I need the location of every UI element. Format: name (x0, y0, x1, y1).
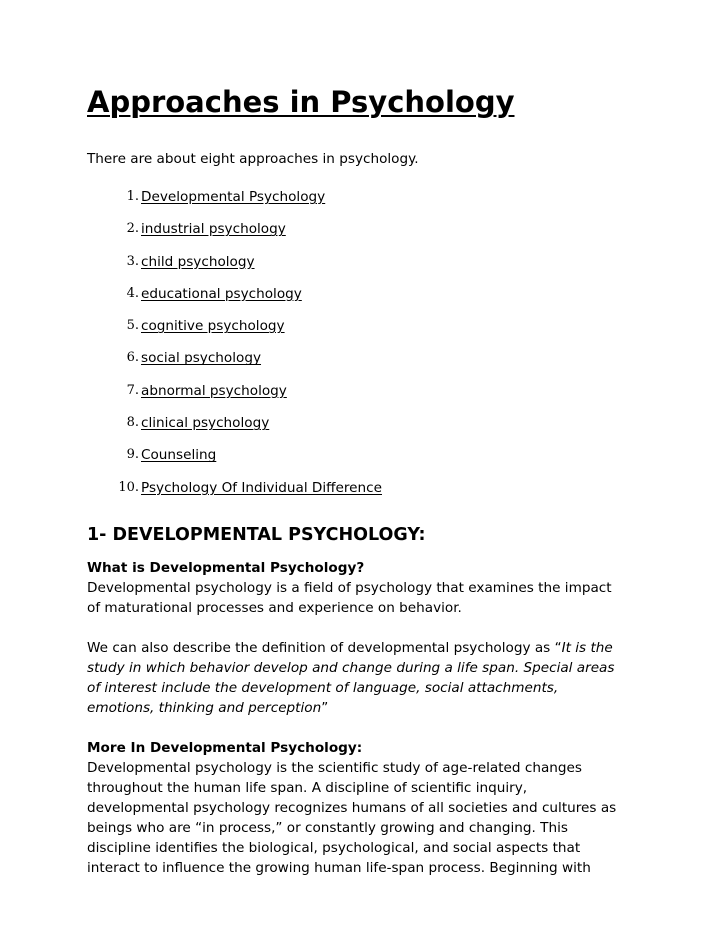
list-item (87, 413, 647, 445)
intro-text: There are about eight approaches in psychology. (87, 151, 419, 167)
paragraph-line (87, 678, 647, 698)
definition-quote-text: study in which behavior develop and change during a life span. Special areas (87, 659, 615, 676)
definition-quote-text: of interest include the development of language, social attachments, (87, 679, 559, 696)
list-number: 2. (126, 221, 139, 237)
list-item (87, 219, 647, 251)
list-number: 10. (118, 479, 139, 495)
paragraph-line (87, 698, 647, 718)
list-number: 4. (126, 285, 139, 301)
question-heading: What is Developmental Psychology? (87, 559, 365, 576)
approach-link-social[interactable]: social psychology (141, 350, 262, 367)
approach-link-counseling[interactable]: Counseling (141, 447, 217, 464)
list-item (87, 381, 647, 413)
list-item (87, 445, 647, 477)
approach-link-cognitive[interactable]: cognitive psychology (141, 318, 285, 335)
document-page (87, 84, 647, 878)
paragraph-line: beings who are “in process,” or constantly growing and changing. This (87, 819, 568, 836)
list-item (87, 284, 647, 316)
approach-link-clinical[interactable]: clinical psychology (141, 415, 270, 432)
list-number: 7. (126, 382, 139, 398)
list-item (87, 478, 647, 510)
list-number: 9. (126, 447, 139, 463)
section-heading-developmental: 1- DEVELOPMENTAL PSYCHOLOGY: (87, 524, 426, 545)
list-item (87, 316, 647, 348)
approaches-list (87, 187, 647, 510)
paragraph-line: interact to influence the growing human life-span process. Beginning with (87, 859, 591, 876)
what-is-block (87, 558, 647, 618)
paragraph-line (87, 638, 647, 658)
list-number: 6. (126, 350, 139, 366)
paragraph-line (87, 658, 647, 678)
definition-close-quote: ” (321, 699, 329, 716)
paragraph-line: of maturational processes and experience on behavior. (87, 599, 462, 616)
answer-paragraph (87, 578, 647, 618)
list-number: 1. (126, 189, 139, 204)
definition-paragraph (87, 638, 647, 718)
approach-link-industrial[interactable]: industrial psychology (141, 221, 286, 238)
more-paragraph (87, 758, 647, 878)
list-item (87, 187, 647, 219)
paragraph-line: Developmental psychology is a field of psychology that examines the impact (87, 579, 612, 596)
approach-link-abnormal[interactable]: abnormal psychology (141, 382, 287, 399)
list-number: 5. (126, 318, 139, 334)
paragraph-line: developmental psychology recognizes humans of all societies and cultures as (87, 799, 617, 816)
more-heading: More In Developmental Psychology: (87, 739, 363, 756)
definition-block (87, 638, 647, 718)
approach-link-child[interactable]: child psychology (141, 253, 255, 270)
paragraph-line: throughout the human life span. A discipline of scientific inquiry, (87, 779, 528, 796)
list-number: 8. (126, 415, 139, 431)
list-item (87, 348, 647, 380)
approach-link-individual-difference[interactable]: Psychology Of Individual Difference (141, 479, 382, 496)
definition-quote-text: emotions, thinking and perception (87, 699, 322, 716)
definition-lead-text: We can also describe the definition of developmental psychology as “ (87, 639, 562, 656)
more-block (87, 738, 647, 878)
list-item (87, 252, 647, 284)
approach-link-educational[interactable]: educational psychology (141, 285, 302, 302)
page-title: Approaches in Psychology (87, 85, 515, 119)
paragraph-line: Developmental psychology is the scientific study of age-related changes (87, 759, 582, 776)
paragraph-line: discipline identifies the biological, psychological, and social aspects that (87, 839, 581, 856)
definition-quote-text: It is the (561, 639, 613, 656)
approach-link-developmental[interactable]: Developmental Psychology (141, 189, 326, 205)
list-number: 3. (126, 253, 139, 269)
